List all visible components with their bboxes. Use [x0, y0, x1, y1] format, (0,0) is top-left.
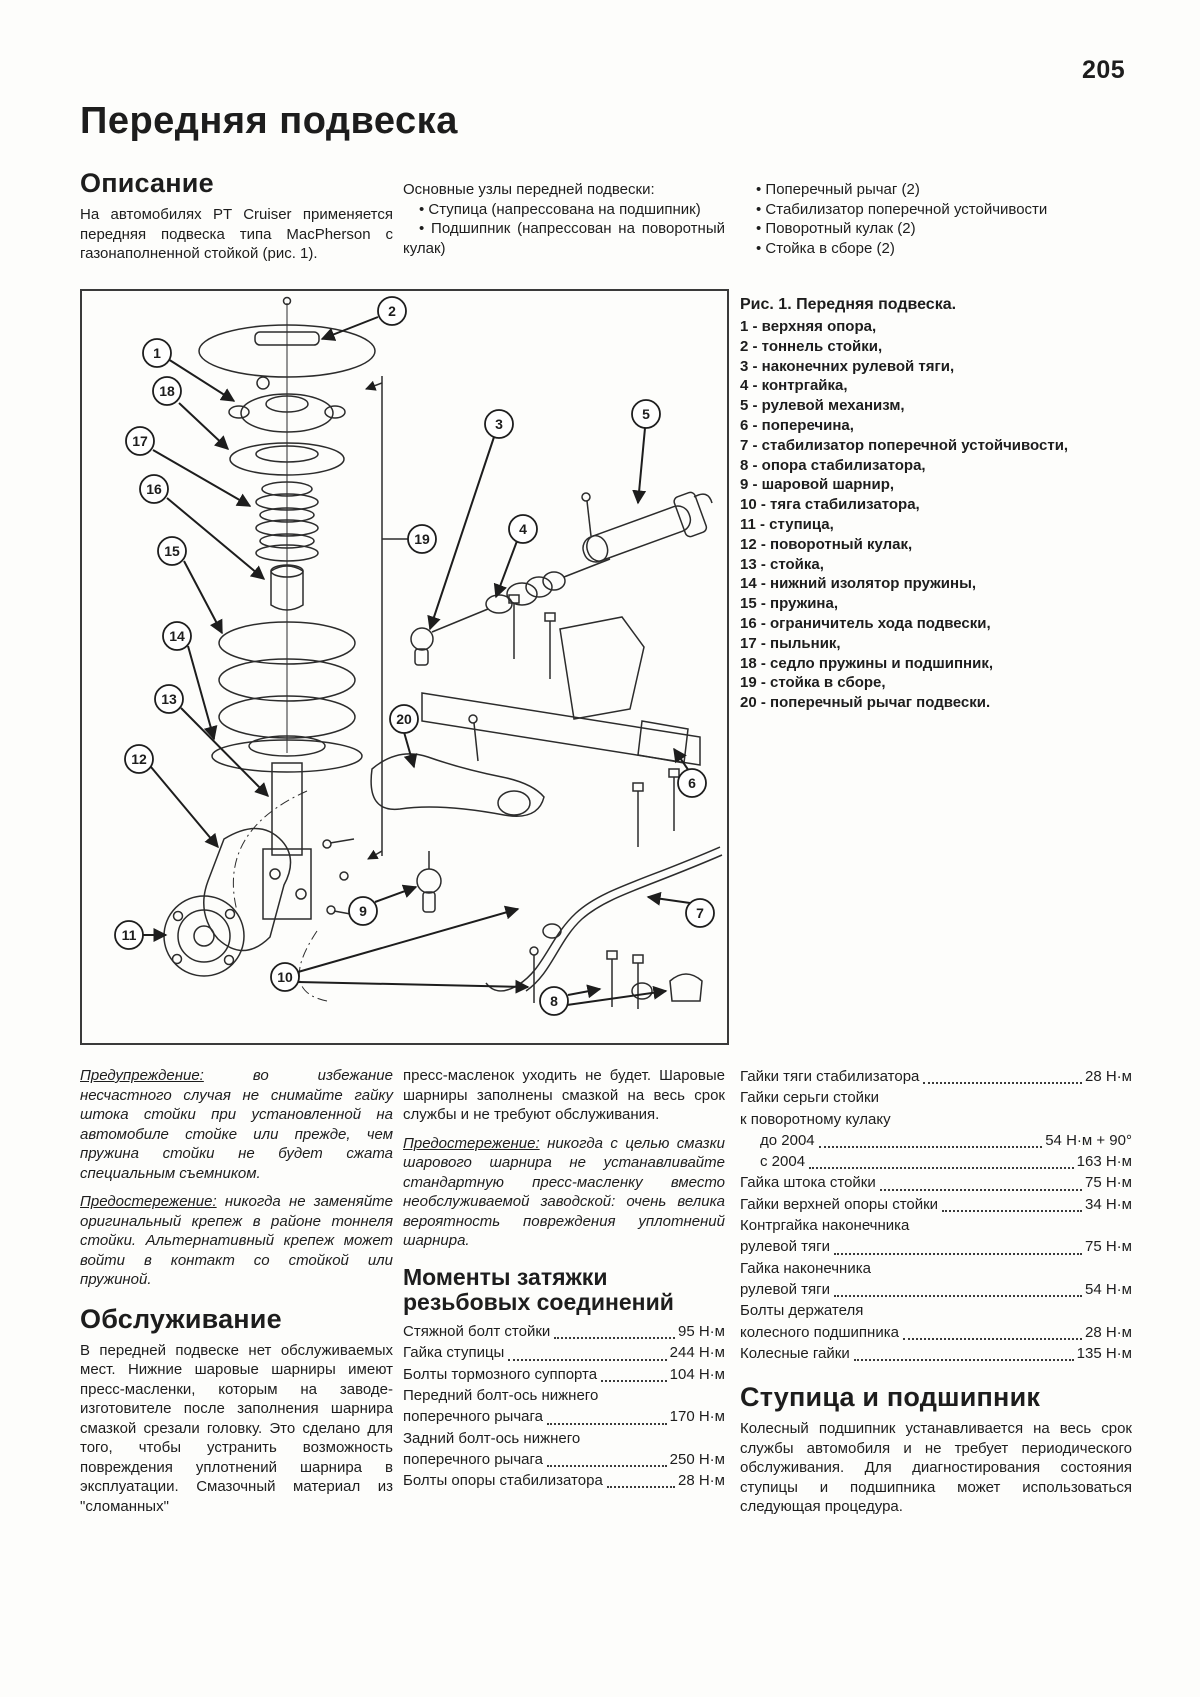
torque-row: [740, 1172, 1132, 1193]
torque-row: [403, 1406, 725, 1427]
figure-callout-number: 10: [277, 969, 293, 985]
torque-label-line: Задний болт-ось нижнего: [403, 1429, 581, 1447]
legend-item: 18 - седло пружины и подшипник,: [740, 654, 994, 672]
warnings-service-section: [80, 1066, 393, 1525]
dotted-leader: [923, 1082, 1082, 1084]
component-bullet: • Подшипник (напрессован на поворотный кулак): [403, 219, 725, 258]
legend-item: 9 - шаровой шарнир,: [740, 476, 895, 494]
caution-text-2: никогда с целью смазки шарового шарнира не устанавливайте стандартную пресс-масленку вместо необслуживаемой заводской: очень велика вероятность повреждения уплотнений шарнира.: [403, 1134, 725, 1249]
components-section-right: [740, 180, 1132, 258]
legend-item: 20 - поперечный рычаг подвески.: [740, 694, 991, 712]
dotted-leader: [942, 1210, 1082, 1212]
figure-callout-number: 8: [550, 993, 558, 1009]
figure-callout-number: 19: [414, 531, 430, 547]
legend-item: 7 - стабилизатор поперечной устойчивости,: [740, 436, 1069, 454]
strut-assembly-bracket: [366, 376, 408, 859]
torque-row: [740, 1322, 1132, 1343]
torque-row: [403, 1449, 725, 1470]
figure-callout-number: 3: [495, 416, 503, 432]
figure-callout-number: 9: [359, 903, 367, 919]
dotted-leader: [819, 1146, 1043, 1148]
warning-paragraph: [80, 1066, 393, 1183]
torque-value: 54 Н·м: [1085, 1280, 1132, 1298]
figure-caption: Рис. 1. Передняя подвеска.: [740, 296, 957, 313]
dotted-leader: [834, 1295, 1082, 1297]
caution-paragraph-1: [80, 1192, 393, 1290]
torque-row: [403, 1364, 725, 1385]
torque-row: [740, 1343, 1132, 1364]
components-intro: Основные узлы передней подвески:: [403, 181, 655, 198]
dotted-leader: [547, 1465, 667, 1467]
figure-callout-number: 16: [146, 481, 162, 497]
torque-section-right: [740, 1066, 1132, 1526]
dotted-leader: [607, 1486, 675, 1488]
torque-row: [403, 1342, 725, 1363]
torque-row: [740, 1066, 1132, 1087]
torque-label: рулевой тяги: [740, 1280, 830, 1298]
torque-row: [403, 1321, 725, 1342]
legend-item: 15 - пружина,: [740, 595, 838, 613]
figure-callout-number: 6: [688, 775, 696, 791]
page-number: 205: [1082, 56, 1126, 84]
figure-callout-number: 14: [169, 628, 185, 644]
legend-item: 13 - стойка,: [740, 555, 824, 573]
hub-heading: Ступица и подшипник: [740, 1382, 1041, 1413]
component-bullet: • Стабилизатор поперечной устойчивости: [740, 200, 1132, 220]
legend-item: 16 - ограничитель хода подвески,: [740, 614, 991, 632]
torque-label-line: Болты держателя: [740, 1302, 864, 1320]
legend-item: 1 - верхняя опора,: [740, 318, 877, 335]
torque-value: 28 Н·м: [678, 1472, 725, 1490]
torque-row: [403, 1470, 725, 1491]
torque-row: [740, 1194, 1132, 1215]
control-arm-ball-joint: [371, 715, 544, 912]
torque-value: 34 Н·м: [1085, 1195, 1132, 1213]
figure-1-box: [80, 289, 729, 1045]
strut-exploded-parts: [199, 298, 375, 920]
torque-row: [740, 1130, 1132, 1151]
legend-item: 17 - пыльник,: [740, 634, 841, 652]
figure-callout-number: 2: [388, 303, 396, 319]
components-section-mid: [403, 180, 725, 258]
service-continuation: пресс-масленок уходить не будет. Шаровые шарниры заполнены смазкой на весь срок службы и не требуют обслуживания.: [403, 1067, 725, 1123]
torque-list-right: [740, 1066, 1132, 1364]
figure-callout-number: 17: [132, 433, 148, 449]
torque-label-line: Гайки серьги стойки: [740, 1089, 879, 1107]
torque-value: 163 Н·м: [1076, 1153, 1132, 1171]
hub-paragraph: Колесный подшипник устанавливается на весь срок службы автомобиля и не требует периодического обслуживания. Для диагностирования состояния ступицы и подшипника может использоваться следующая процедура.: [740, 1420, 1132, 1516]
torque-value: 75 Н·м: [1085, 1174, 1132, 1192]
caution-text-1: никогда не заменяйте оригинальный крепеж в районе тоннеля стойки. Альтернативный крепеж может войти в контакт со стойкой или пружиной.: [80, 1193, 393, 1288]
torque-label: Болты опоры стабилизатора: [403, 1472, 603, 1490]
figure-legend: [740, 317, 1140, 713]
description-paragraph: На автомобилях PT Cruiser применяется передняя подвеска типа MacPherson с газонаполненной стойкой (рис. 1).: [80, 206, 393, 262]
torque-label: с 2004: [760, 1153, 806, 1171]
legend-item: 5 - рулевой механизм,: [740, 397, 905, 415]
torque-value: 250 Н·м: [669, 1450, 725, 1468]
legend-item: 19 - стойка в сборе,: [740, 674, 886, 692]
legend-item: 11 - ступица,: [740, 515, 834, 533]
torque-value: 28 Н·м: [1085, 1068, 1132, 1085]
torque-value: 135 Н·м: [1076, 1344, 1132, 1362]
torque-label: Гайки тяги стабилизатора: [740, 1068, 920, 1085]
service-heading: Обслуживание: [80, 1303, 282, 1334]
components-list-right: [740, 180, 1132, 258]
component-bullet: • Поперечный рычаг (2): [740, 180, 1132, 200]
front-suspension-exploded-diagram: [82, 291, 727, 1043]
warning-text: во избежание несчастного случая не снимайте гайку штока стойки при установленной на автомобиле стойке или прежде, чем пружина стойки не будет сжата специальным съемником.: [80, 1067, 393, 1182]
figure-callout-number: 4: [519, 521, 527, 537]
component-bullet: • Стойка в сборе (2): [740, 239, 1132, 259]
torque-label-line: Контргайка наконечника: [740, 1217, 910, 1235]
caution-label-2: Предостережение:: [403, 1134, 540, 1152]
dotted-leader: [834, 1253, 1082, 1255]
torque-label-line: Гайка наконечника: [740, 1259, 871, 1277]
page-title: Передняя подвеска: [80, 100, 458, 142]
dotted-leader: [854, 1359, 1074, 1361]
torque-value: 75 Н·м: [1085, 1238, 1132, 1256]
torque-value: 54 Н·м + 90°: [1045, 1131, 1132, 1149]
description-heading: Описание: [80, 168, 214, 198]
dotted-leader: [508, 1359, 666, 1361]
dotted-leader: [554, 1337, 675, 1339]
stabilizer-bar: [486, 847, 722, 1009]
torque-label-line: Передний болт-ось нижнего: [403, 1386, 599, 1404]
components-list-mid: [403, 200, 725, 259]
service-paragraph: В передней подвеске нет обслуживаемых мест. Нижние шаровые шарниры имеют пресс-масленки, которым на заводе-изготовителе после заполнения шарнира смазкой срезали головку. Это сделано для того, чтобы устранить возможность повреждения уплотнений шарнира в эксплуатации. Смазочный материал из "сломанных": [80, 1341, 393, 1515]
legend-item: 2 - тоннель стойки,: [740, 337, 883, 355]
dotted-leader: [809, 1167, 1074, 1169]
legend-item: 3 - наконечних рулевой тяги,: [740, 357, 955, 375]
torque-value: 244 Н·м: [669, 1344, 725, 1362]
torque-label-line: к поворотному кулаку: [740, 1110, 891, 1128]
legend-item: 4 - контргайка,: [740, 377, 848, 395]
torque-label: Гайки верхней опоры стойки: [740, 1195, 939, 1213]
figure-callout-number: 18: [159, 383, 175, 399]
description-section: [80, 168, 393, 273]
torque-label: Колесные гайки: [740, 1344, 850, 1362]
legend-item: 10 - тяга стабилизатора,: [740, 496, 920, 514]
torque-value: 95 Н·м: [678, 1323, 725, 1341]
dotted-leader: [547, 1423, 667, 1425]
legend-item: 14 - нижний изолятор пружины,: [740, 575, 977, 593]
figure-callout-number: 13: [161, 691, 177, 707]
torque-label: колесного подшипника: [740, 1323, 899, 1341]
dotted-leader: [601, 1380, 667, 1382]
torque-list-mid: [403, 1321, 725, 1491]
torque-label: поперечного рычага: [403, 1450, 543, 1468]
torque-value: 28 Н·м: [1085, 1323, 1132, 1341]
figure-callout-number: 12: [131, 751, 147, 767]
figure-caption-block: [740, 296, 1140, 713]
figure-callout-number: 15: [164, 543, 180, 559]
dotted-leader: [880, 1189, 1082, 1191]
torque-label: поперечного рычага: [403, 1408, 543, 1426]
torque-section-mid: [403, 1066, 725, 1491]
legend-item: 8 - опора стабилизатора,: [740, 456, 926, 474]
torque-label: Гайка ступицы: [403, 1344, 505, 1362]
caution-paragraph-2: [403, 1134, 725, 1251]
legend-item: 6 - поперечина,: [740, 416, 854, 434]
component-bullet: • Ступица (напрессована на подшипник): [403, 200, 725, 220]
torque-label: Гайка штока стойки: [740, 1174, 876, 1192]
figure-callout-number: 5: [642, 406, 650, 422]
torque-value: 104 Н·м: [669, 1365, 725, 1383]
warning-label: Предупреждение:: [80, 1067, 204, 1084]
torque-heading: Моменты затяжки резьбовых соединений: [403, 1263, 674, 1315]
torque-label: до 2004: [760, 1131, 815, 1149]
figure-callout-number: 20: [396, 711, 412, 727]
torque-label: Болты тормозного суппорта: [403, 1365, 598, 1383]
figure-callout-number: 1: [153, 345, 161, 361]
torque-row: [740, 1236, 1132, 1257]
torque-row: [740, 1151, 1132, 1172]
torque-row: [740, 1279, 1132, 1300]
component-bullet: • Поворотный кулак (2): [740, 219, 1132, 239]
caution-label-1: Предостережение:: [80, 1193, 217, 1210]
legend-item: 12 - поворотный кулак,: [740, 535, 913, 553]
dotted-leader: [903, 1338, 1082, 1340]
torque-value: 170 Н·м: [669, 1408, 725, 1426]
torque-label: рулевой тяги: [740, 1238, 830, 1256]
figure-callout-number: 11: [121, 927, 137, 943]
figure-callout-number: 7: [696, 905, 704, 921]
torque-label: Стяжной болт стойки: [403, 1323, 551, 1341]
